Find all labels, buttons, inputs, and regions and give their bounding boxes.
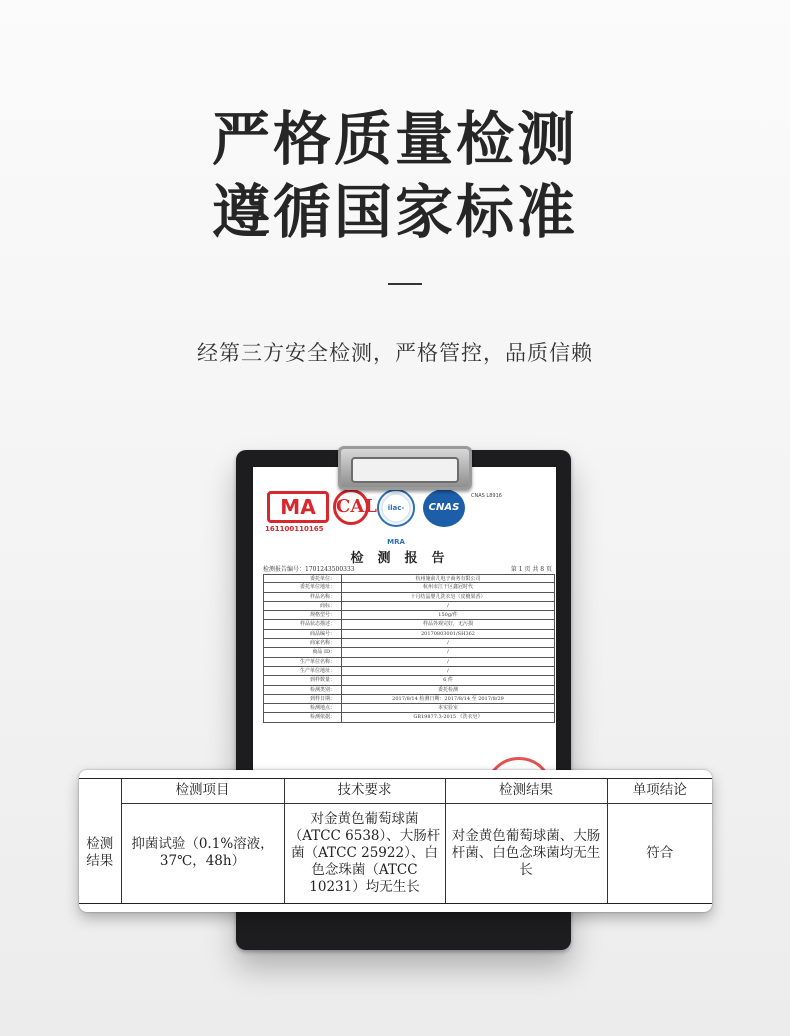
report-row-value: 本实验室 [437, 705, 458, 712]
cnas-code: CNAS L8916 [471, 493, 502, 499]
section-label: 检测结果 [79, 803, 121, 903]
test-result-table [79, 779, 712, 903]
report-row-key: 规格型号： [264, 611, 342, 619]
report-row-key: 到样日期： [264, 695, 342, 703]
report-page: 第 1 页 共 8 页 [510, 566, 552, 573]
cma-number: 161100110165 [265, 525, 324, 533]
report-row [263, 695, 555, 704]
report-row [263, 658, 555, 667]
report-row-value: / [447, 667, 449, 674]
report-title: 检测报告 [350, 551, 459, 566]
report-row-key: 检测地点： [264, 704, 342, 712]
report-row-key: 检测依据： [264, 713, 342, 721]
header-result: 检测结果 [445, 779, 607, 803]
report-row [263, 583, 555, 592]
section-label-cell-top [79, 779, 121, 803]
report-row-value: 样品外观完好，无污损 [422, 621, 473, 628]
report-row [263, 602, 555, 611]
report-row-key: 生产单位地址： [264, 667, 342, 675]
report-row-value: 委托检测 [437, 686, 458, 693]
headline-line-2: 遵循国家标准 [211, 178, 578, 246]
report-row-key: 到样数量： [264, 676, 342, 684]
report-row-value: 150g/件 [438, 612, 458, 619]
report-row-value: / [447, 640, 449, 647]
report-row-key: 样品状态描述： [264, 620, 342, 628]
report-row-key: 商品 ID： [264, 648, 342, 656]
cell-conclusion: 符合 [607, 803, 712, 903]
header-test-item: 检测项目 [121, 779, 284, 803]
table-row [79, 803, 712, 903]
cell-test-item: 抑菌试验（0.1%溶液，37℃，48h） [121, 803, 284, 903]
table-header-row [79, 779, 712, 803]
report-row [263, 639, 555, 648]
report-row-value: 杭州市江干区鑫冠时代 [422, 584, 473, 591]
report-row-key: 生产单位名称： [264, 658, 342, 666]
report-row-value: 十月结晶婴儿洗衣皂（皮檀果香） [410, 593, 486, 600]
report-row-key: 商品编号： [264, 630, 342, 638]
report-row-value: / [447, 649, 449, 656]
report-row-key: 委托单位： [264, 575, 342, 582]
report-info-table [263, 574, 555, 723]
report-row [263, 620, 555, 629]
report-row [263, 676, 555, 685]
report-row [263, 574, 555, 583]
report-row [263, 713, 555, 722]
card-bottom-rule [79, 903, 712, 904]
ilac-mra-logo: ilac-MRA [377, 489, 415, 527]
headline-line-1: 严格质量检测 [211, 105, 578, 173]
report-row [263, 686, 555, 695]
report-row [263, 704, 555, 713]
report-row-value: 2017/8/14 检测日期：2017/8/14 至 2017/8/29 [392, 695, 504, 702]
cnas-logo: CNAS [423, 489, 465, 527]
report-row [263, 611, 555, 620]
report-row-key: 样品名称： [264, 593, 342, 601]
report-number: 检测报告编号：1701243500333 [263, 566, 355, 573]
report-row-value: GB19877.3-2015 《洗衣皂》 [413, 714, 483, 721]
cma-logo: MA [267, 491, 329, 523]
report-row [263, 648, 555, 657]
header-requirement: 技术要求 [284, 779, 445, 803]
report-row-value: / [447, 658, 449, 665]
report-row [263, 667, 555, 676]
report-row-value: 6 件 [443, 677, 453, 684]
report-row-key: 委托单位地址： [264, 583, 342, 591]
divider [388, 283, 422, 285]
report-row-key: 商家名称： [264, 639, 342, 647]
subtitle: 经第三方安全检测，严格管控，品质信赖 [197, 341, 593, 365]
certification-logos [265, 489, 545, 546]
report-row-value: / [447, 602, 449, 609]
cell-requirement: 对金黄色葡萄球菌（ATCC 6538）、大肠杆菌（ATCC 25922）、白色念珠菌（ATCC 10231）均无生长 [284, 803, 445, 903]
report-row [263, 593, 555, 602]
clipboard-clip [338, 446, 472, 490]
test-result-card [79, 770, 712, 912]
report-row-value: 20170803001/SH362 [420, 630, 475, 637]
report-row-key: 检测类别： [264, 686, 342, 694]
report-row-value: 杭州施俞儿电子商务有限公司 [415, 576, 481, 582]
report-row [263, 630, 555, 639]
report-row-key: 商标： [264, 602, 342, 610]
cell-result: 对金黄色葡萄球菌、大肠杆菌、白色念珠菌均无生长 [445, 803, 607, 903]
header-conclusion: 单项结论 [607, 779, 712, 803]
cal-logo: CAL [333, 489, 369, 525]
